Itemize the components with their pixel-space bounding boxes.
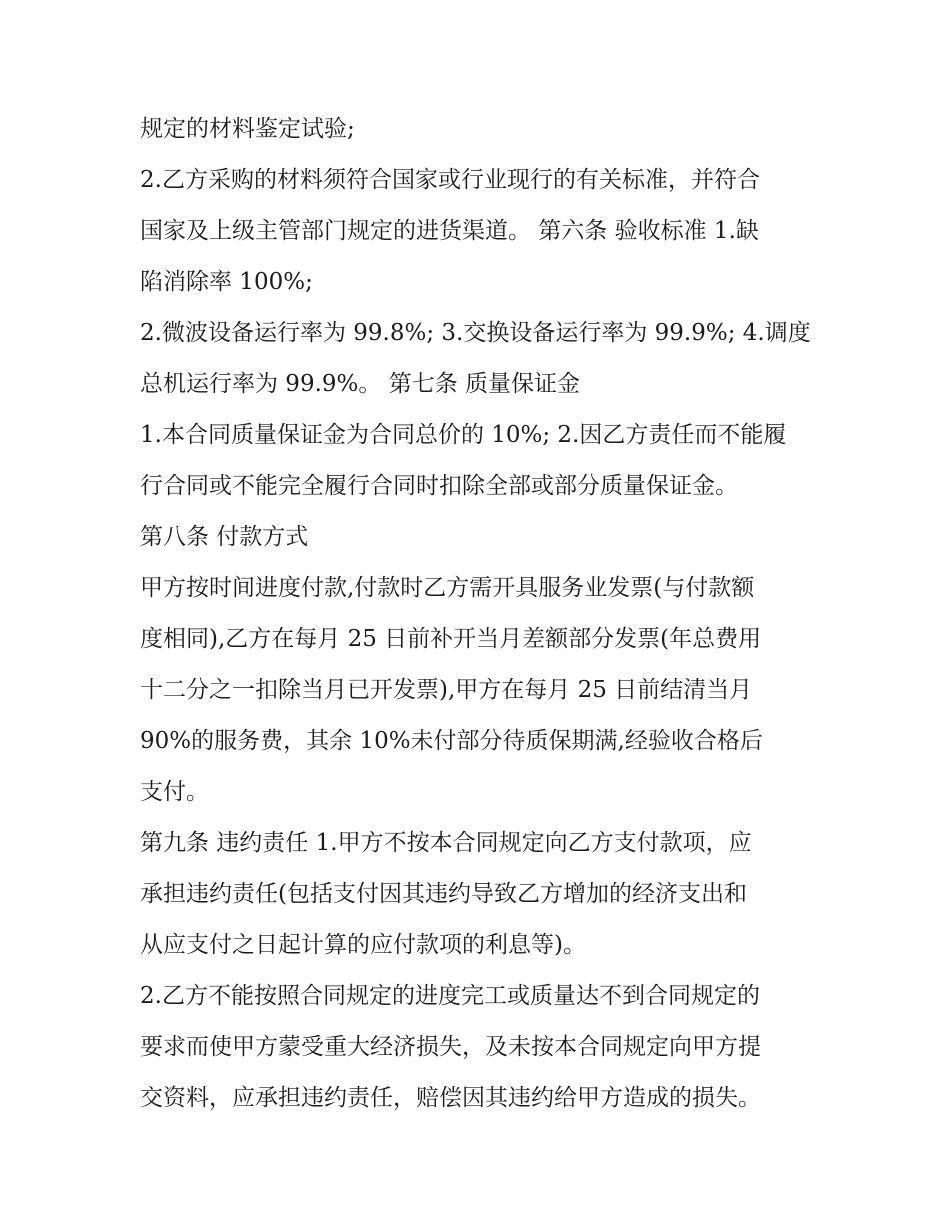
text-line: 1.本合同质量保证金为合同总价的 10%; 2.因乙方责任而不能履	[140, 422, 787, 448]
document-page	[140, 104, 820, 1124]
text-line: 总机运行率为 99.9%。 第七条 质量保证金	[140, 371, 580, 397]
text-line: 行合同或不能完全履行合同时扣除全部或部分质量保证金。	[140, 473, 738, 499]
section-heading: 第八条 付款方式	[140, 524, 309, 550]
text-line: 规定的材料鉴定试验;	[140, 116, 355, 142]
text-line: 国家及上级主管部门规定的进货渠道。 第六条 验收标准 1.缺	[140, 218, 759, 244]
text-line: 第九条 违约责任 1.甲方不按本合同规定向乙方支付款项，应	[140, 830, 752, 856]
text-line: 2.微波设备运行率为 99.8%; 3.交换设备运行率为 99.9%; 4.调度	[140, 320, 811, 346]
text-line: 度相同),乙方在每月 25 日前补开当月差额部分发票(年总费用	[140, 626, 762, 652]
text-line: 陷消除率 100%;	[140, 269, 313, 295]
text-line: 2.乙方不能按照合同规定的进度完工或质量达不到合同规定的	[140, 983, 760, 1009]
text-line: 承担违约责任(包括支付因其违约导致乙方增加的经济支出和	[140, 881, 747, 907]
text-line: 2.乙方采购的材料须符合国家或行业现行的有关标准，并符合	[140, 167, 760, 193]
text-line: 甲方按时间进度付款,付款时乙方需开具服务业发票(与付款额	[140, 575, 755, 601]
text-line: 要求而使甲方蒙受重大经济损失，及未按本合同规定向甲方提	[140, 1034, 761, 1060]
text-line: 交资料，应承担违约责任，赔偿因其违约给甲方造成的损失。	[140, 1085, 761, 1111]
text-line: 从应支付之日起计算的应付款项的利息等)。	[140, 932, 586, 958]
text-line: 十二分之一扣除当月已开发票),甲方在每月 25 日前结清当月	[140, 677, 753, 703]
text-line: 支付。	[140, 779, 209, 805]
text-line: 90%的服务费，其余 10%未付部分待质保期满,经验收合格后	[140, 728, 763, 754]
